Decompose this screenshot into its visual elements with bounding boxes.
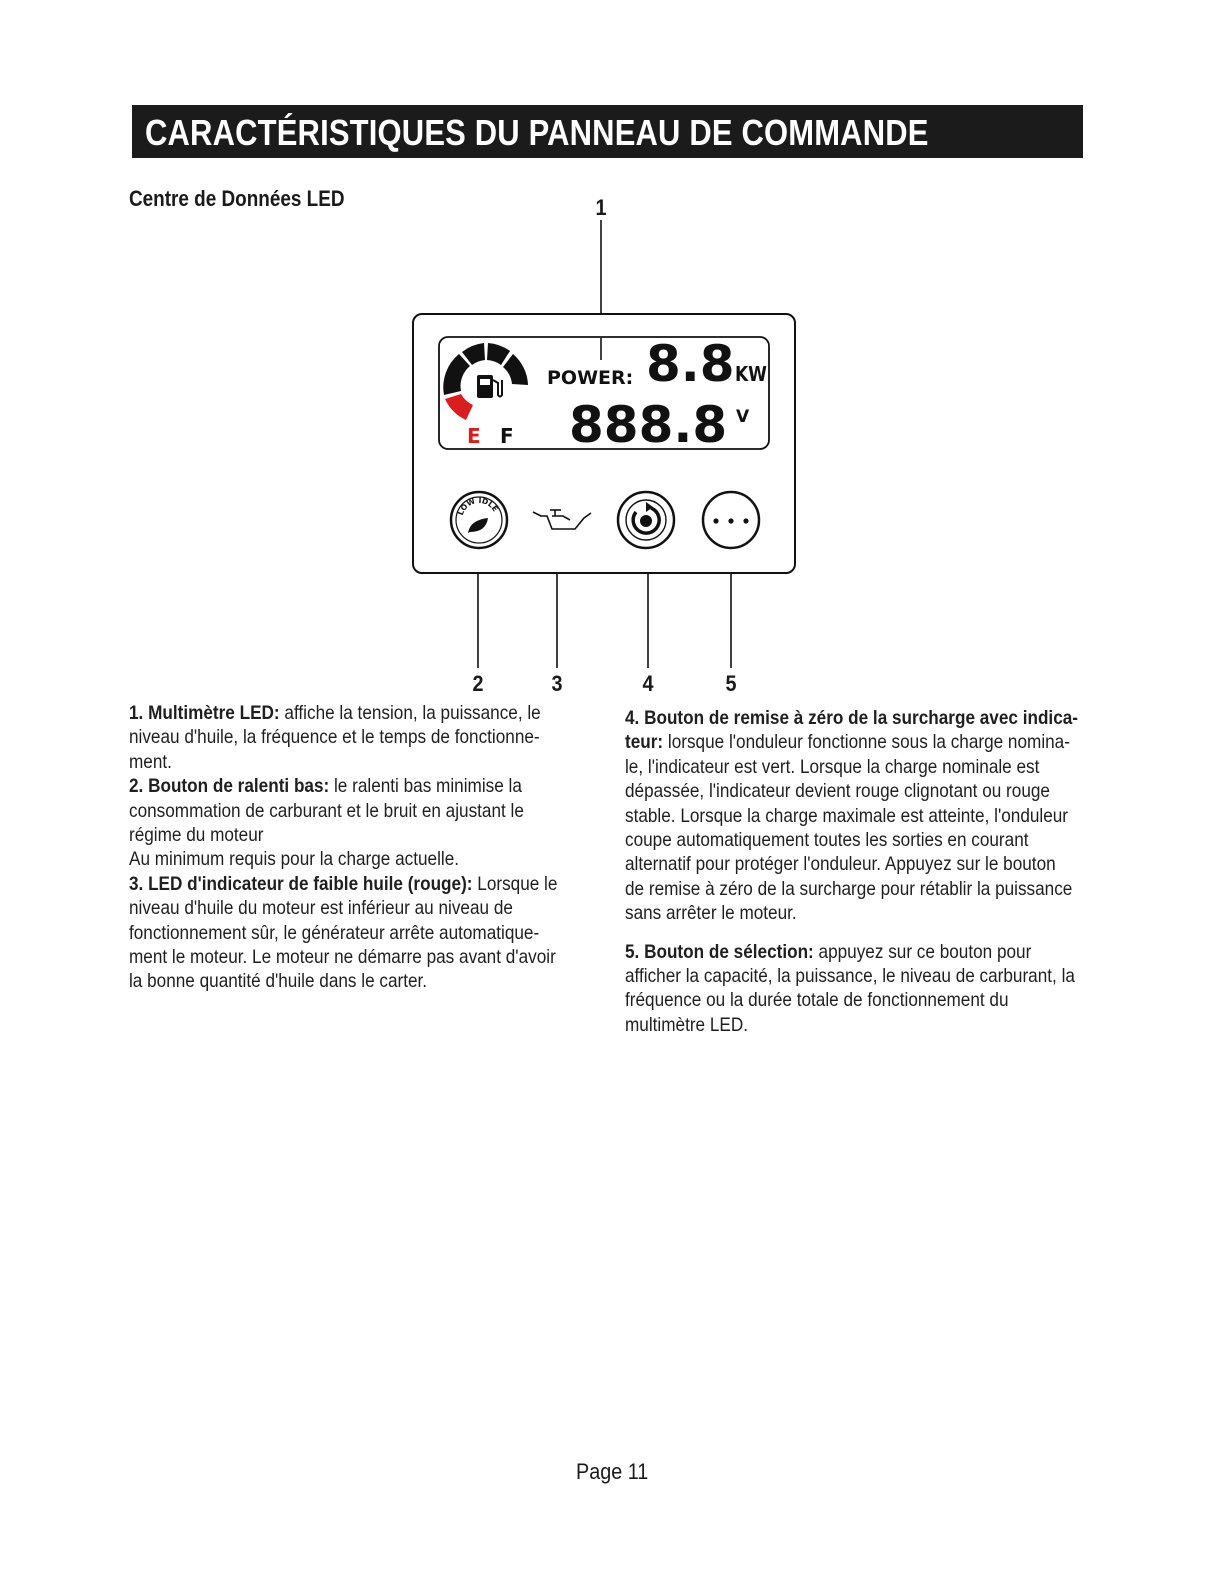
power-value: 8.8 [646, 335, 735, 393]
voltage-unit: V [736, 407, 750, 427]
callout-3: 3 [551, 671, 563, 696]
callout-2: 2 [472, 671, 484, 696]
description-column-right [625, 706, 1140, 1037]
item-3-description [129, 872, 567, 994]
item-4-description [625, 706, 1078, 926]
callout-1: 1 [595, 195, 607, 220]
item-2-description [129, 774, 567, 847]
low-idle-button[interactable] [451, 492, 507, 548]
dots-icon [713, 518, 718, 523]
page-footer [0, 1459, 1224, 1485]
control-panel-diagram [0, 0, 1224, 700]
voltage-value: 888.8 [569, 396, 728, 454]
item-1-text: affiche la tension, la puissance, le niveau d'huile, la fréquence et le temps de fonctionne-ment. [129, 702, 541, 773]
item-5-description [625, 940, 1078, 1038]
item-1-description [129, 701, 567, 774]
page-title: CARACTÉRISTIQUES DU PANNEAU DE COMMANDE [145, 112, 929, 153]
item-5-text: appuyez sur ce bouton pour afficher la capacité, la puissance, le niveau de carburant, la fréquence ou la durée totale de fonctionnement du multimètre LED. [625, 940, 1075, 1036]
item-2-heading: 2. Bouton de ralenti bas: [129, 775, 330, 798]
power-unit: KW [735, 363, 767, 387]
low-idle-text: LOW IDLE [455, 495, 500, 517]
item-2-text: le ralenti bas minimise la consommation de carburant et le bruit en ajustant le régime du moteur [129, 775, 524, 847]
overload-reset-button[interactable] [618, 492, 674, 548]
item-3-heading: 3. LED d'indicateur de faible huile (rouge): [129, 872, 473, 895]
item-2-extra: Au minimum requis pour la charge actuelle. [129, 848, 460, 871]
item-5-heading: 5. Bouton de sélection: [625, 940, 814, 963]
page-number: Page 11 [575, 1459, 649, 1484]
diagram-subtitle: Centre de Données LED [129, 186, 345, 211]
callout-5: 5 [725, 671, 737, 696]
select-button[interactable] [703, 492, 759, 548]
description-column-left [129, 701, 627, 994]
fuel-full-label: F [500, 424, 514, 448]
item-3-text: Lorsque le niveau d'huile du moteur est inférieur au niveau de fonctionnement sûr, le générateur arrête automatique-ment le moteur. Le moteur ne démarre pas avant d'avoir la bonne quantité d'huile dans le carter. [129, 872, 558, 993]
item-4-heading: 4. Bouton de remise à zéro de la surcharge avec indica-teur: [625, 707, 1079, 754]
item-4-text: lorsque l'onduleur fonctionne sous la charge nomina-le, l'indicateur est vert. Lorsque la charge nominale est dépassée, l'indicateur devient rouge clignotant ou rouge stable. Lorsque la charge maximale est atteinte, l'onduleur coupe automatiquement toutes les sorties en courant alternatif pour protéger l'onduleur. Appuyez sur le bouton de remise à zéro de la surcharge pour rétablir la puissance sans arrêter le moteur. [625, 731, 1073, 925]
callout-4: 4 [642, 671, 654, 696]
fuel-empty-label: E [467, 424, 481, 448]
item-1-heading: 1. Multimètre LED: [129, 702, 280, 724]
power-label: POWER: [547, 367, 634, 389]
